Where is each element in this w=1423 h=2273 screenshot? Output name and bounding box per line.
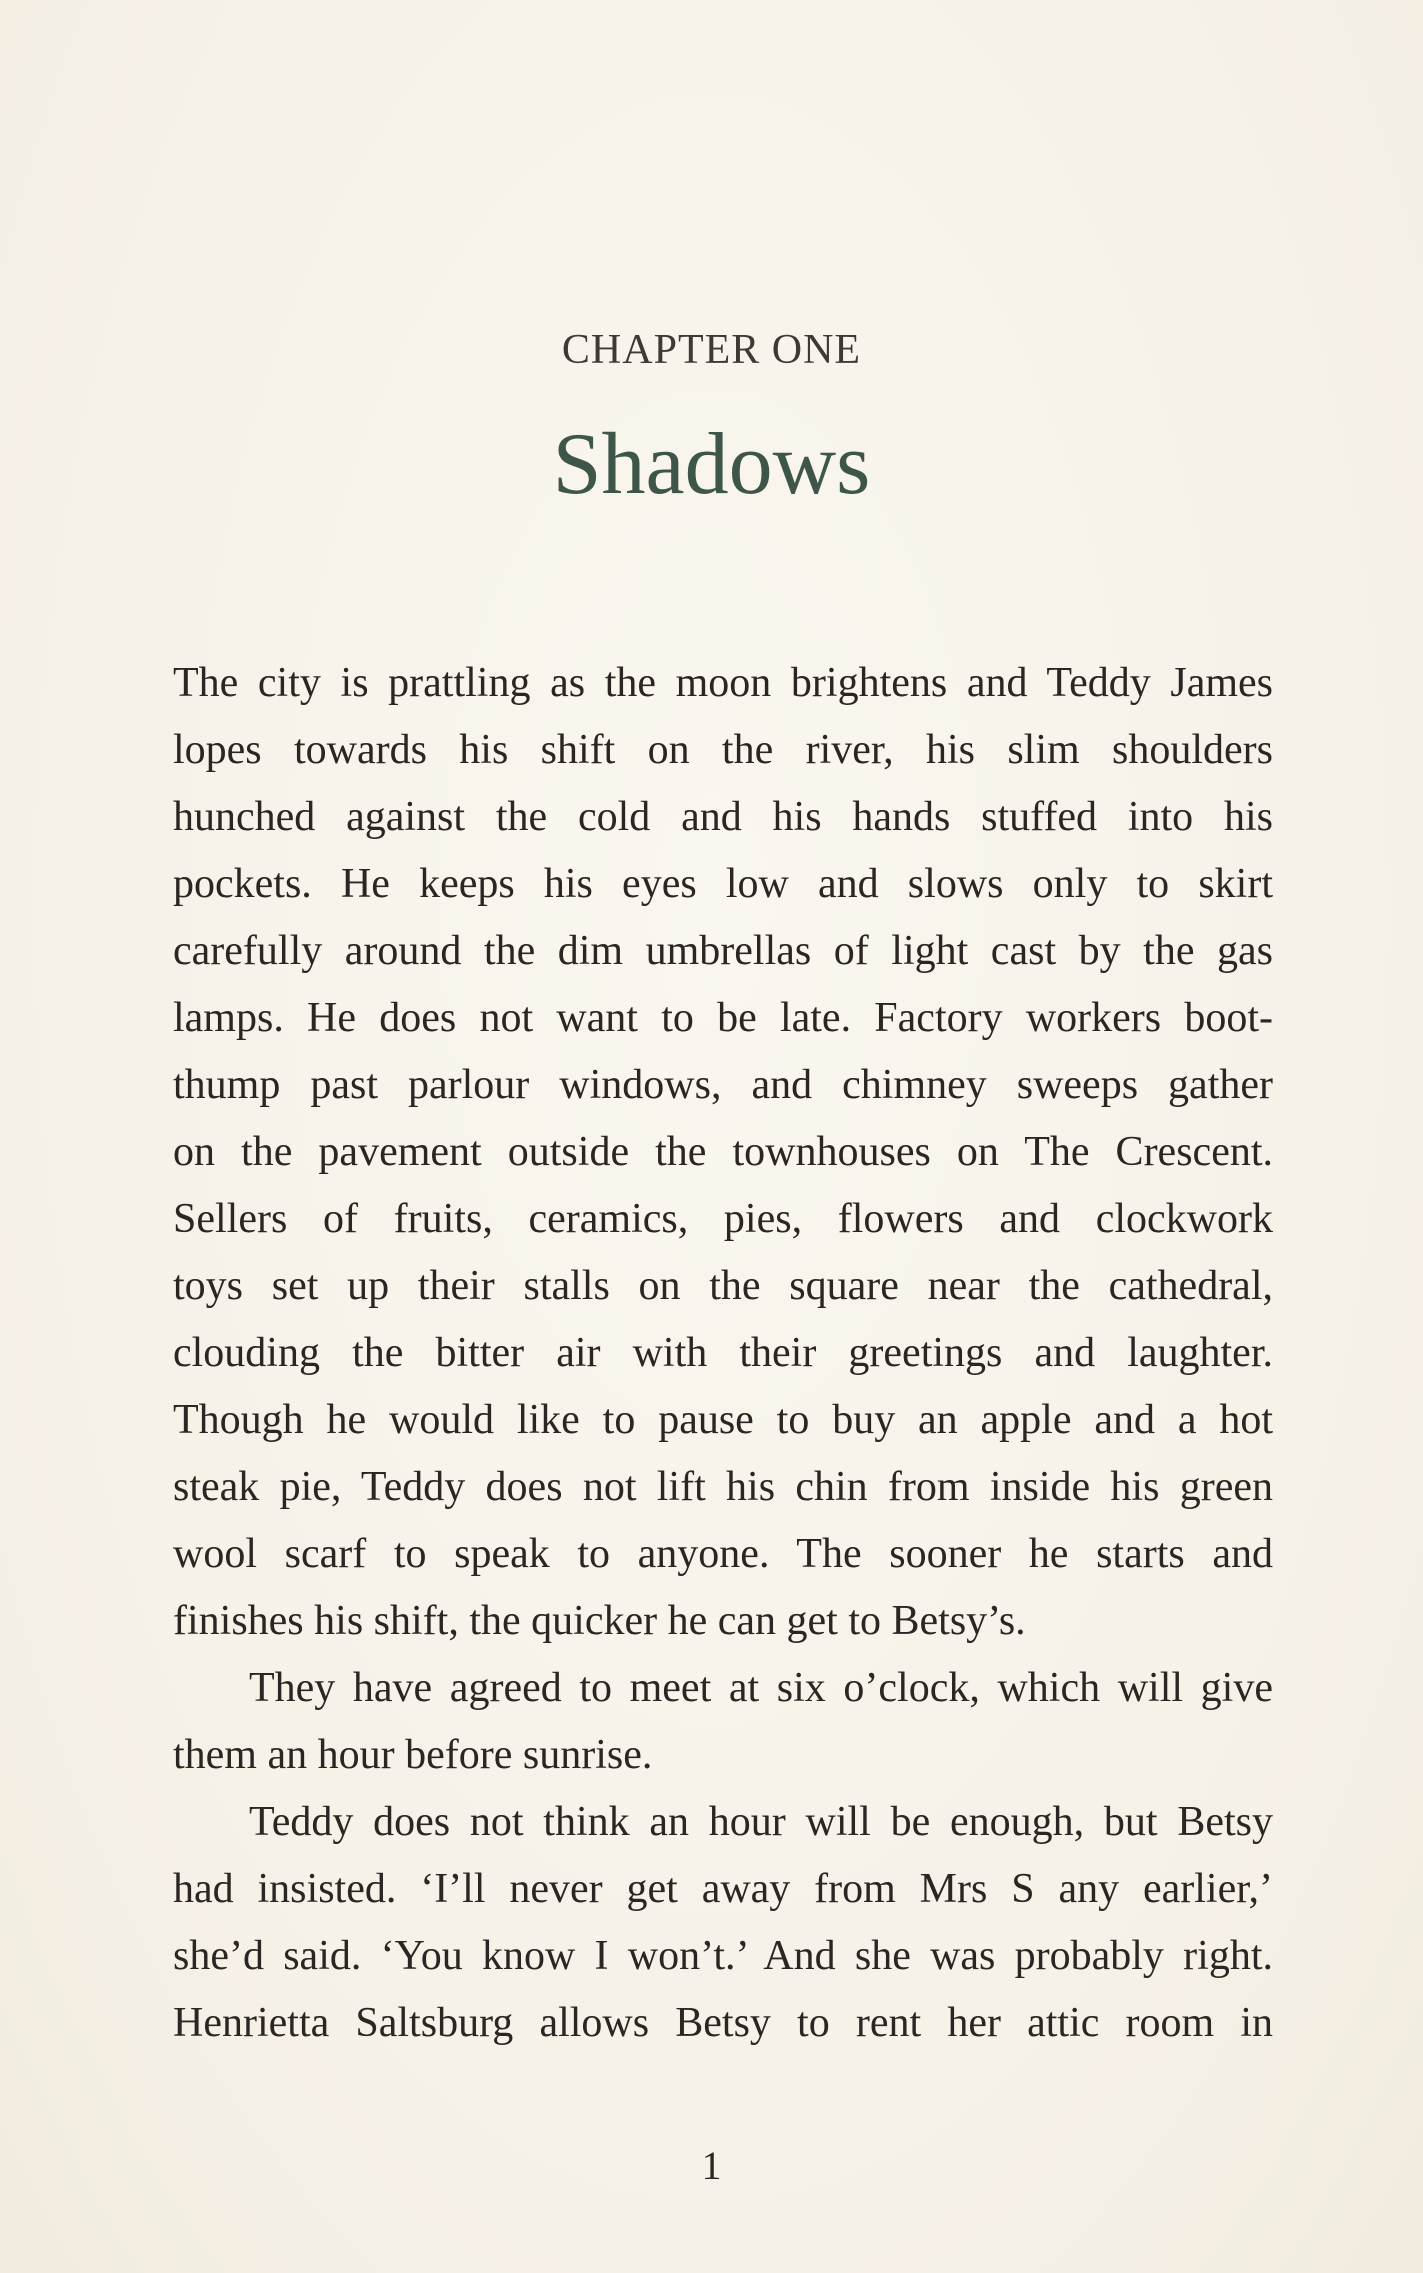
text-line: clouding the bitter air with their greetings and laughter. [173,1330,1273,1376]
text-line: They have agreed to meet at six o’clock, which will give [249,1665,1273,1711]
text-line: Henrietta Saltsburg allows Betsy to rent her attic room in [173,2000,1273,2046]
text-line: them an hour before sunrise. [173,1732,653,1778]
text-line: toys set up their stalls on the square near the cathedral, [173,1263,1273,1309]
chapter-title: Shadows [552,416,871,513]
text-line: steak pie, Teddy does not lift his chin from inside his green [173,1464,1273,1510]
text-line: Sellers of fruits, ceramics, pies, flowers and clockwork [173,1196,1273,1242]
text-line: pockets. He keeps his eyes low and slows only to skirt [173,861,1273,907]
text-line: on the pavement outside the townhouses on The Crescent. [173,1129,1273,1175]
page-number: 1 [701,2143,722,2188]
text-line: finishes his shift, the quicker he can get to Betsy’s. [173,1598,1026,1644]
text-line: carefully around the dim umbrellas of light cast by the gas [173,928,1273,974]
text-line: thump past parlour windows, and chimney sweeps gather [173,1062,1273,1108]
text-line: wool scarf to speak to anyone. The sooner he starts and [173,1531,1273,1577]
text-line: Teddy does not think an hour will be enough, but Betsy [249,1799,1273,1845]
text-line: had insisted. ‘I’ll never get away from Mrs S any earlier,’ [173,1866,1273,1912]
body-text [173,650,1273,2057]
text-line: she’d said. ‘You know I won’t.’ And she was probably right. [173,1933,1273,1979]
text-line: Though he would like to pause to buy an apple and a hot [173,1397,1273,1443]
text-line: hunched against the cold and his hands stuffed into his [173,794,1273,840]
chapter-label: CHAPTER ONE [561,327,862,373]
text-line: lopes towards his shift on the river, his slim shoulders [173,727,1273,773]
text-line: The city is prattling as the moon brightens and Teddy James [173,660,1273,706]
text-line: lamps. He does not want to be late. Factory workers boot- [173,995,1273,1041]
